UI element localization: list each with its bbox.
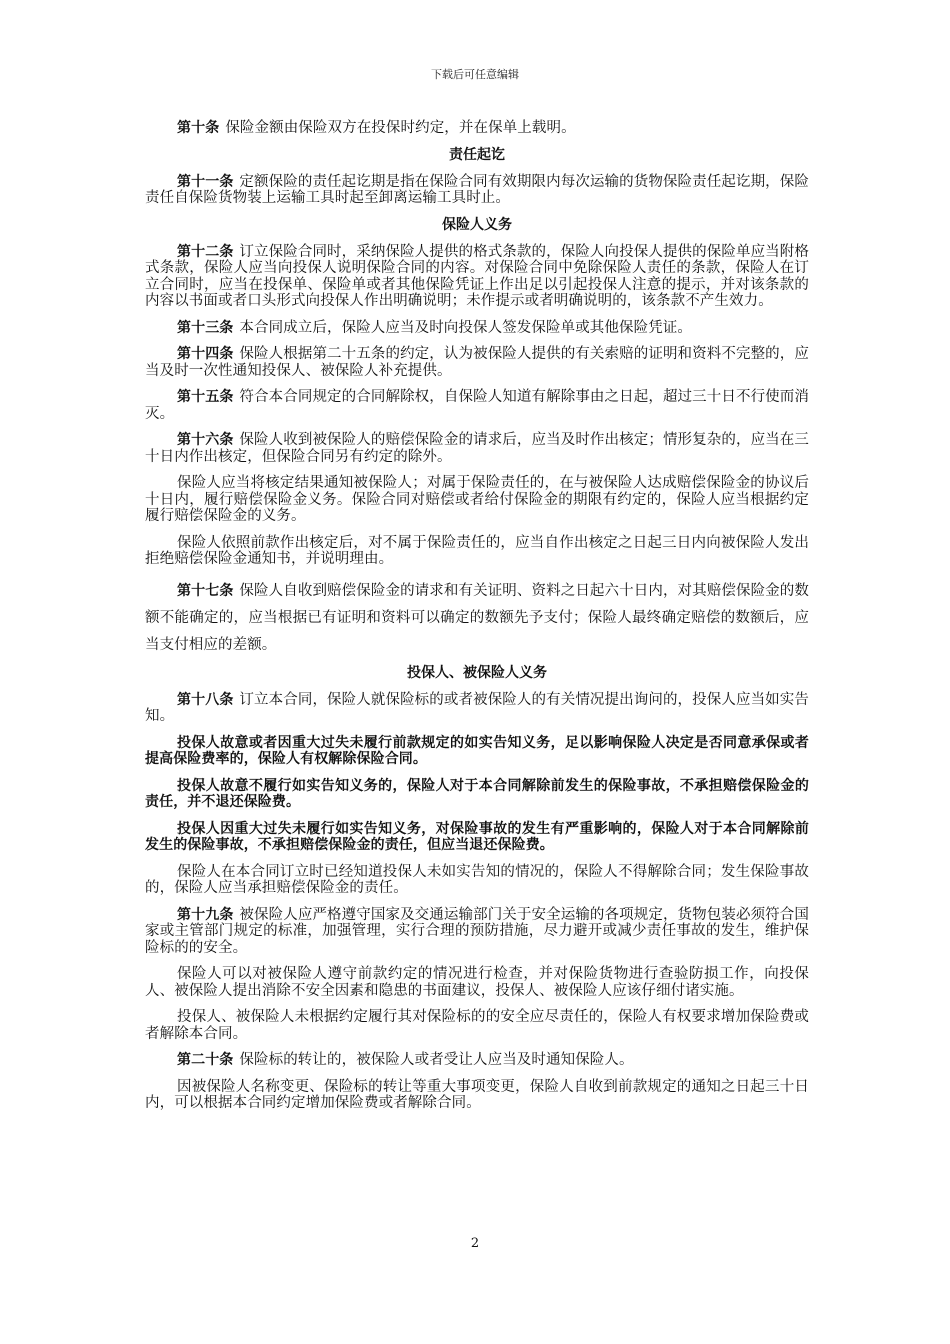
paragraph-text: 订立保险合同时，采纳保险人提供的格式条款的，保险人向投保人提供的保险单应当附格式条款，保险人应当向投保人说明保险合同的内容。对保险合同中免除保险人责任的条款，保险人在订立合同时，应当在投保单、保险单或者其他保险凭证上作出足以引起投保人注意的提示，并对该条款的内容以书面或者口头形式向投保人作出明确说明；未作提示或者明确说明的，该条款不产生效力。 <box>145 243 809 309</box>
paragraph-text: 保险人可以对被保险人遵守前款约定的情况进行检查，并对保险货物进行查验防损工作，向投保人、被保险人提出消除不安全因素和隐患的书面建议，投保人、被保险人应该仔细付诸实施。 <box>145 966 809 999</box>
paragraph-text: 保险金额由保险双方在投保时约定，并在保单上载明。 <box>225 120 576 136</box>
paragraph <box>145 535 809 568</box>
paragraph <box>145 735 809 768</box>
article-paragraph <box>145 346 809 379</box>
article-number: 第十一条 <box>177 173 234 190</box>
paragraph <box>145 821 809 854</box>
paragraph <box>145 778 809 811</box>
article-number: 第十六条 <box>177 432 234 448</box>
section-title: 保险人义务 <box>442 216 512 233</box>
article-paragraph <box>145 244 809 310</box>
article-paragraph <box>145 174 809 207</box>
paragraph-text: 保险人在本合同订立时已经知道投保人未如实告知的情况的，保险人不得解除合同；发生保险事故的，保险人应当承担赔偿保险金的责任。 <box>145 863 809 896</box>
paragraph-text: 投保人故意不履行如实告知义务的，保险人对于本合同解除前发生的保险事故，不承担赔偿保险金的责任，并不退还保险费。 <box>145 777 809 810</box>
article-paragraph <box>145 320 809 337</box>
paragraph-text: 保险人依照前款作出核定后，对不属于保险责任的，应当自作出核定之日起三日内向被保险人发出拒绝赔偿保险金通知书，并说明理由。 <box>145 534 809 567</box>
paragraph-text: 保险标的转让的，被保险人或者受让人应当及时通知保险人。 <box>239 1052 634 1068</box>
paragraph <box>145 475 809 525</box>
page-number: 2 <box>470 1236 480 1251</box>
document-body <box>145 120 809 1122</box>
paragraph-text: 本合同成立后，保险人应当及时向投保人签发保险单或其他保险凭证。 <box>239 319 693 336</box>
article-number: 第十五条 <box>177 389 234 405</box>
paragraph-text: 保险人根据第二十五条的约定，认为被保险人提供的有关索赔的证明和资料不完整的，应当及时一次性通知投保人、被保险人补充提供。 <box>145 346 809 379</box>
paragraph <box>145 1079 809 1112</box>
paragraph-text: 投保人故意或者因重大过失未履行前款规定的如实告知义务，足以影响保险人决定是否同意承保或者提高保险费率的，保险人有权解除保险合同。 <box>145 734 809 767</box>
article-paragraph <box>145 432 809 465</box>
section-title: 责任起讫 <box>449 146 505 163</box>
article-paragraph <box>145 389 809 422</box>
header-note: 下载后可任意编辑 <box>431 68 519 81</box>
paragraph <box>145 966 809 999</box>
paragraph-text: 符合本合同规定的合同解除权，自保险人知道有解除事由之日起，超过三十日不行使而消灭。 <box>145 389 809 422</box>
section-title: 投保人、被保险人义务 <box>407 664 547 681</box>
article-number: 第十三条 <box>177 319 234 336</box>
paragraph-text: 保险人应当将核定结果通知被保险人；对属于保险责任的，在与被保险人达成赔偿保险金的协议后十日内，履行赔偿保险金义务。保险合同对赔偿或者给付保险金的期限有约定的，保险人应当根据约定履行赔偿保险金的义务。 <box>145 475 809 524</box>
paragraph-text: 定额保险的责任起讫期是指在保险合同有效期限内每次运输的货物保险责任起讫期，保险责任自保险货物装上运输工具时起至卸离运输工具时止。 <box>145 173 809 206</box>
paragraph-text: 被保险人应严格遵守国家及交通运输部门关于安全运输的各项规定，货物包装必须符合国家或主管部门规定的标准，加强管理，实行合理的预防措施，尽力避开或减少责任事故的发生，维护保险标的的安全。 <box>145 906 809 956</box>
article-number: 第十八条 <box>177 691 234 708</box>
paragraph <box>145 1009 809 1042</box>
paragraph-text: 保险人收到被保险人的赔偿保险金的请求后，应当及时作出核定；情形复杂的，应当在三十日内作出核定，但保险合同另有约定的除外。 <box>145 432 809 465</box>
article-paragraph <box>145 907 809 957</box>
article-paragraph <box>145 692 809 725</box>
paragraph-text: 保险人自收到赔偿保险金的请求和有关证明、资料之日起六十日内，对其赔偿保险金的数额不能确定的，应当根据已有证明和资料可以确定的数额先予支付；保险人最终确定赔偿的数额后，应当支付相应的差额。 <box>145 582 809 653</box>
article-number: 第十七条 <box>177 582 234 599</box>
paragraph-text: 因被保险人名称变更、保险标的转让等重大事项变更，保险人自收到前款规定的通知之日起三十日内，可以根据本合同约定增加保险费或者解除合同。 <box>145 1078 809 1111</box>
article-number: 第十四条 <box>177 346 234 362</box>
article-number: 第十九条 <box>177 906 234 923</box>
paragraph-text: 订立本合同，保险人就保险标的或者被保险人的有关情况提出询问的，投保人应当如实告知。 <box>145 691 809 724</box>
article-paragraph <box>145 120 809 137</box>
article-number: 第二十条 <box>177 1052 234 1068</box>
paragraph <box>145 864 809 897</box>
paragraph-text: 投保人、被保险人未根据约定履行其对保险标的的安全应尽责任的，保险人有权要求增加保险费或者解除本合同。 <box>145 1009 809 1042</box>
article-number: 第十二条 <box>177 243 234 260</box>
article-paragraph <box>145 578 809 659</box>
paragraph-text: 投保人因重大过失未履行如实告知义务，对保险事故的发生有严重影响的，保险人对于本合同解除前发生的保险事故，不承担赔偿保险金的责任，但应当退还保险费。 <box>145 820 809 853</box>
article-number: 第十条 <box>177 120 220 136</box>
article-paragraph <box>145 1052 809 1069</box>
